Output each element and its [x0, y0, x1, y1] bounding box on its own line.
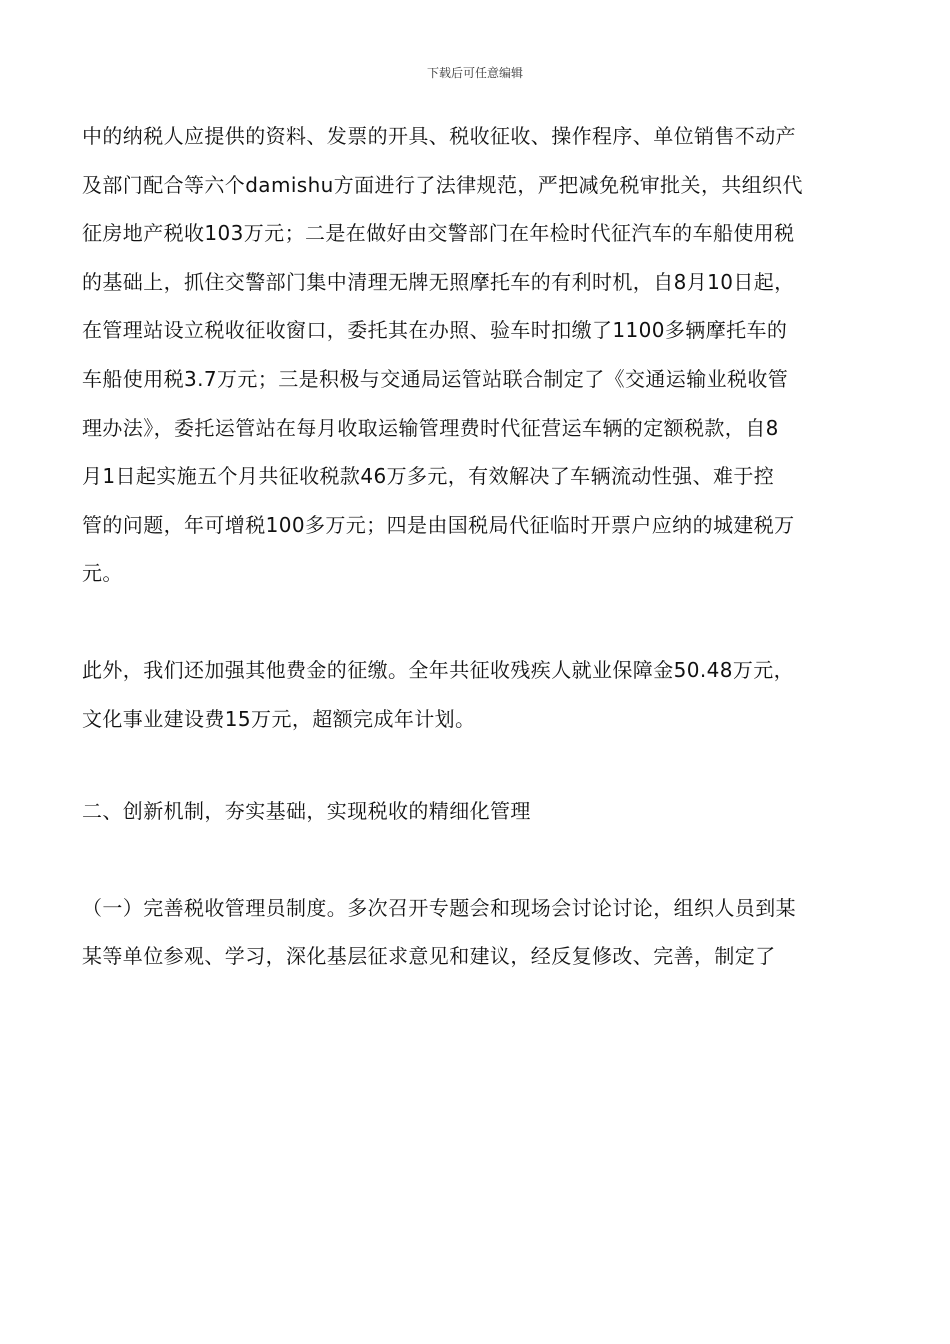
text-line: 元。 [82, 561, 123, 586]
text-line: 某等单位参观、学习，深化基层征求意见和建议，经反复修改、完善，制定了 [82, 944, 776, 969]
text-line: 征房地产税收103万元；二是在做好由交警部门在年检时代征汽车的车船使用税 [82, 221, 795, 246]
text-line: 理办法》，委托运管站在每月收取运输管理费时代征营运车辆的定额税款，自8 [82, 415, 779, 440]
paragraph-tax-administrator [82, 884, 882, 981]
paragraph-spacer [82, 836, 882, 884]
text-line: 在管理站设立税收征收窗口，委托其在办照、验车时扣缴了1100多辆摩托车的 [82, 318, 788, 343]
text-line: 文化事业建设费15万元，超额完成年计划。 [82, 706, 476, 731]
text-line: （一）完善税收管理员制度。多次召开专题会和现场会讨论讨论，组织人员到某 [82, 895, 796, 920]
text-line: 此外，我们还加强其他费金的征缴。全年共征收残疾人就业保障金50.48万元， [82, 657, 795, 682]
document-body [82, 112, 882, 981]
text-line: 的基础上，抓住交警部门集中清理无牌无照摩托车的有利时机，自8月10日起， [82, 269, 795, 294]
paragraph-spacer [82, 598, 882, 646]
text-line: 二、创新机制，夯实基础，实现税收的精细化管理 [82, 799, 531, 824]
text-line: 及部门配合等六个damishu方面进行了法律规范，严把减免税审批关，共组织代 [82, 172, 803, 197]
text-line: 中的纳税人应提供的资料、发票的开具、税收征收、操作程序、单位销售不动产 [82, 124, 796, 148]
paragraph-spacer [82, 743, 882, 787]
paragraph-tax-collection [82, 112, 882, 598]
paragraph-other-fees [82, 646, 882, 743]
text-line: 车船使用税3.7万元；三是积极与交通局运管站联合制定了《交通运输业税收管 [82, 366, 789, 391]
text-line: 管的问题，年可增税100多万元；四是由国税局代征临时开票户应纳的城建税万 [82, 512, 795, 537]
page-header: 下载后可任意编辑 [426, 66, 523, 80]
text-line: 月1日起实施五个月共征收税款46万多元，有效解决了车辆流动性强、难于控 [82, 464, 775, 489]
section-heading [82, 787, 882, 836]
